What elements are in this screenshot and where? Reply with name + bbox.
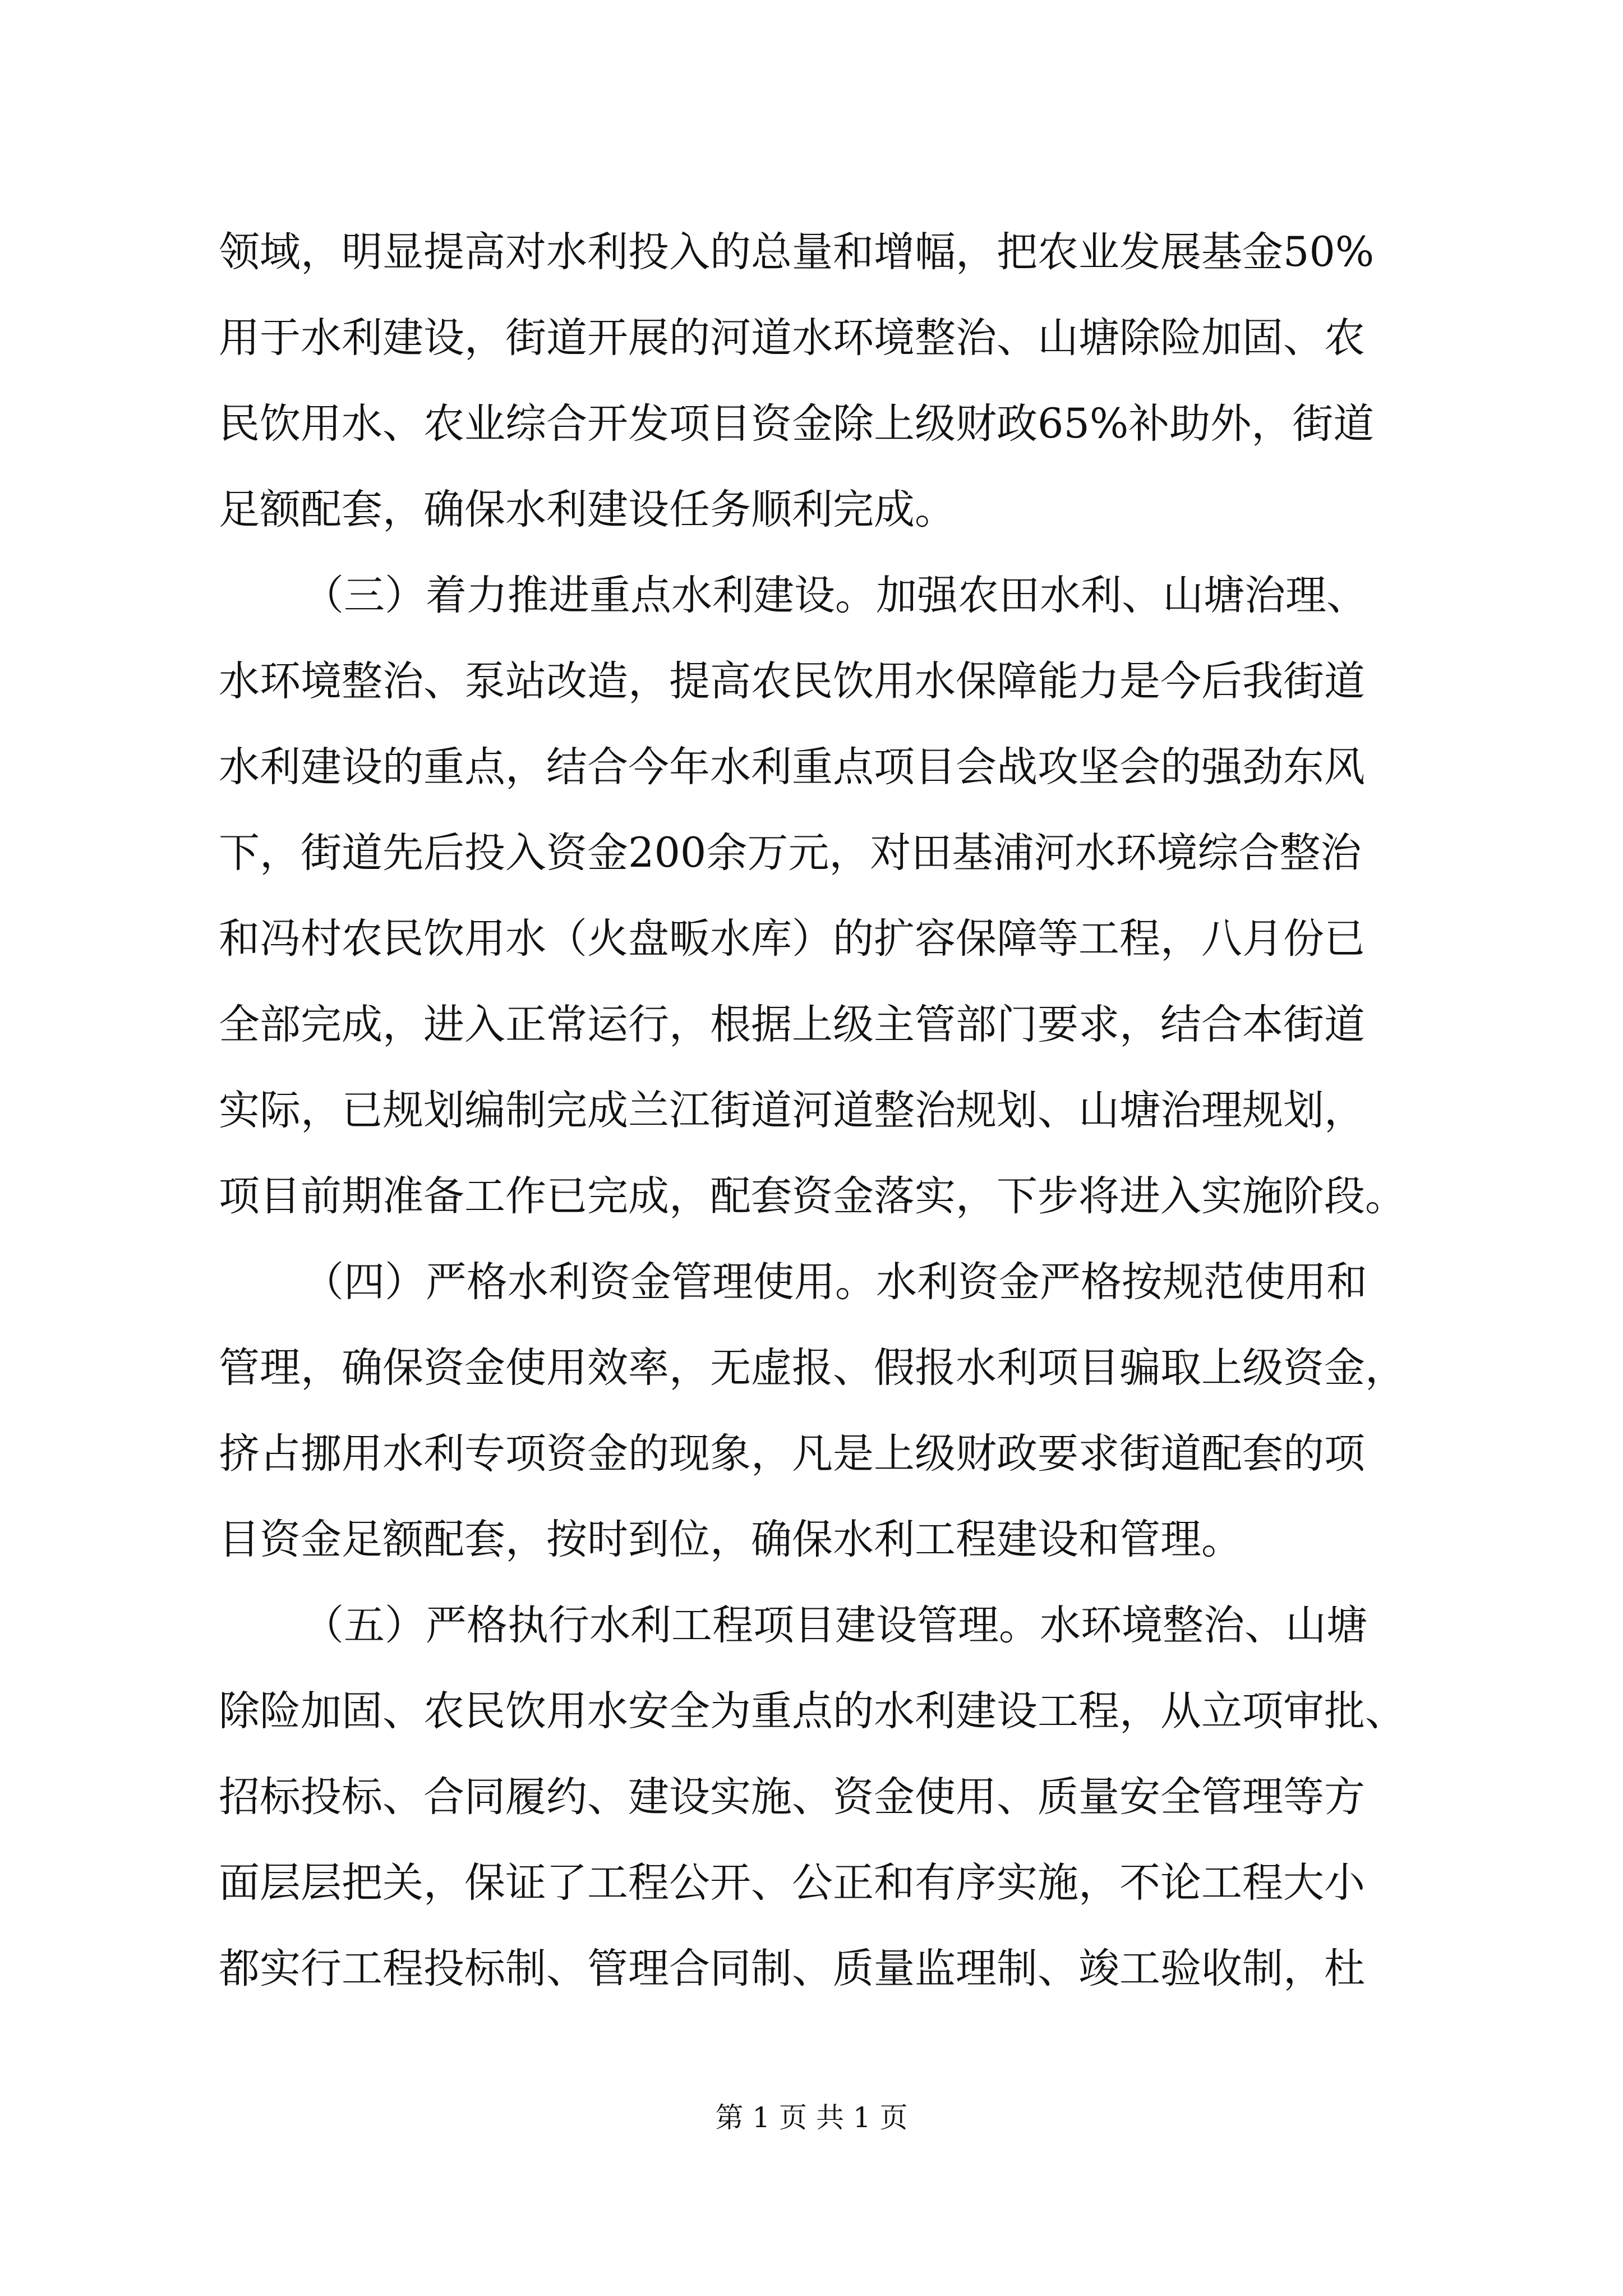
text-line: 领域，明显提高对水利投入的总量和增幅，把农业发展基金50% xyxy=(219,228,1375,276)
text-line: 水利建设的重点，结合今年水利重点项目会战攻坚会的强劲东风 xyxy=(219,743,1365,791)
text-line: 除险加固、农民饮用水安全为重点的水利建设工程，从立项审批、 xyxy=(219,1687,1406,1735)
text-line: 下，街道先后投入资金200余万元，对田基浦河水环境综合整治 xyxy=(219,829,1362,877)
text-line: 足额配套，确保水利建设任务顺利完成。 xyxy=(219,486,956,533)
text-line: 水环境整治、泵站改造，提高农民饮用水保障能力是今后我街道 xyxy=(219,657,1365,705)
page-number-footer: 第 1 页 共 1 页 xyxy=(715,2101,908,2134)
text-line: 都实行工程投标制、管理合同制、质量监理制、竣工验收制，杜 xyxy=(219,1945,1365,1993)
text-line: 目资金足额配套，按时到位，确保水利工程建设和管理。 xyxy=(219,1516,1242,1563)
text-line: 民饮用水、农业综合开发项目资金除上级财政65%补助外，街道 xyxy=(219,400,1375,448)
paragraph-start-line: （四）严格水利资金管理使用。水利资金严格按规范使用和 xyxy=(303,1258,1367,1306)
text-line: 挤占挪用水利专项资金的现象，凡是上级财政要求街道配套的项 xyxy=(219,1430,1365,1478)
paragraph-start-line: （五）严格执行水利工程项目建设管理。水环境整治、山塘 xyxy=(303,1602,1367,1649)
text-line: 用于水利建设，街道开展的河道水环境整治、山塘除险加固、农 xyxy=(219,314,1365,362)
text-line: 实际，已规划编制完成兰江街道河道整治规划、山塘治理规划， xyxy=(219,1087,1365,1134)
text-line: 招标投标、合同履约、建设实施、资金使用、质量安全管理等方 xyxy=(219,1773,1365,1821)
text-line: 项目前期准备工作已完成，配套资金落实，下步将进入实施阶段。 xyxy=(219,1172,1406,1220)
text-line: 管理，确保资金使用效率，无虚报、假报水利项目骗取上级资金， xyxy=(219,1344,1406,1392)
text-line: 全部完成，进入正常运行，根据上级主管部门要求，结合本街道 xyxy=(219,1001,1365,1048)
text-line: 面层层把关，保证了工程公开、公正和有序实施，不论工程大小 xyxy=(219,1859,1365,1907)
paragraph-start-line: （三）着力推进重点水利建设。加强农田水利、山塘治理、 xyxy=(303,572,1367,619)
text-line: 和冯村农民饮用水（火盘畈水库）的扩容保障等工程，八月份已 xyxy=(219,915,1365,963)
